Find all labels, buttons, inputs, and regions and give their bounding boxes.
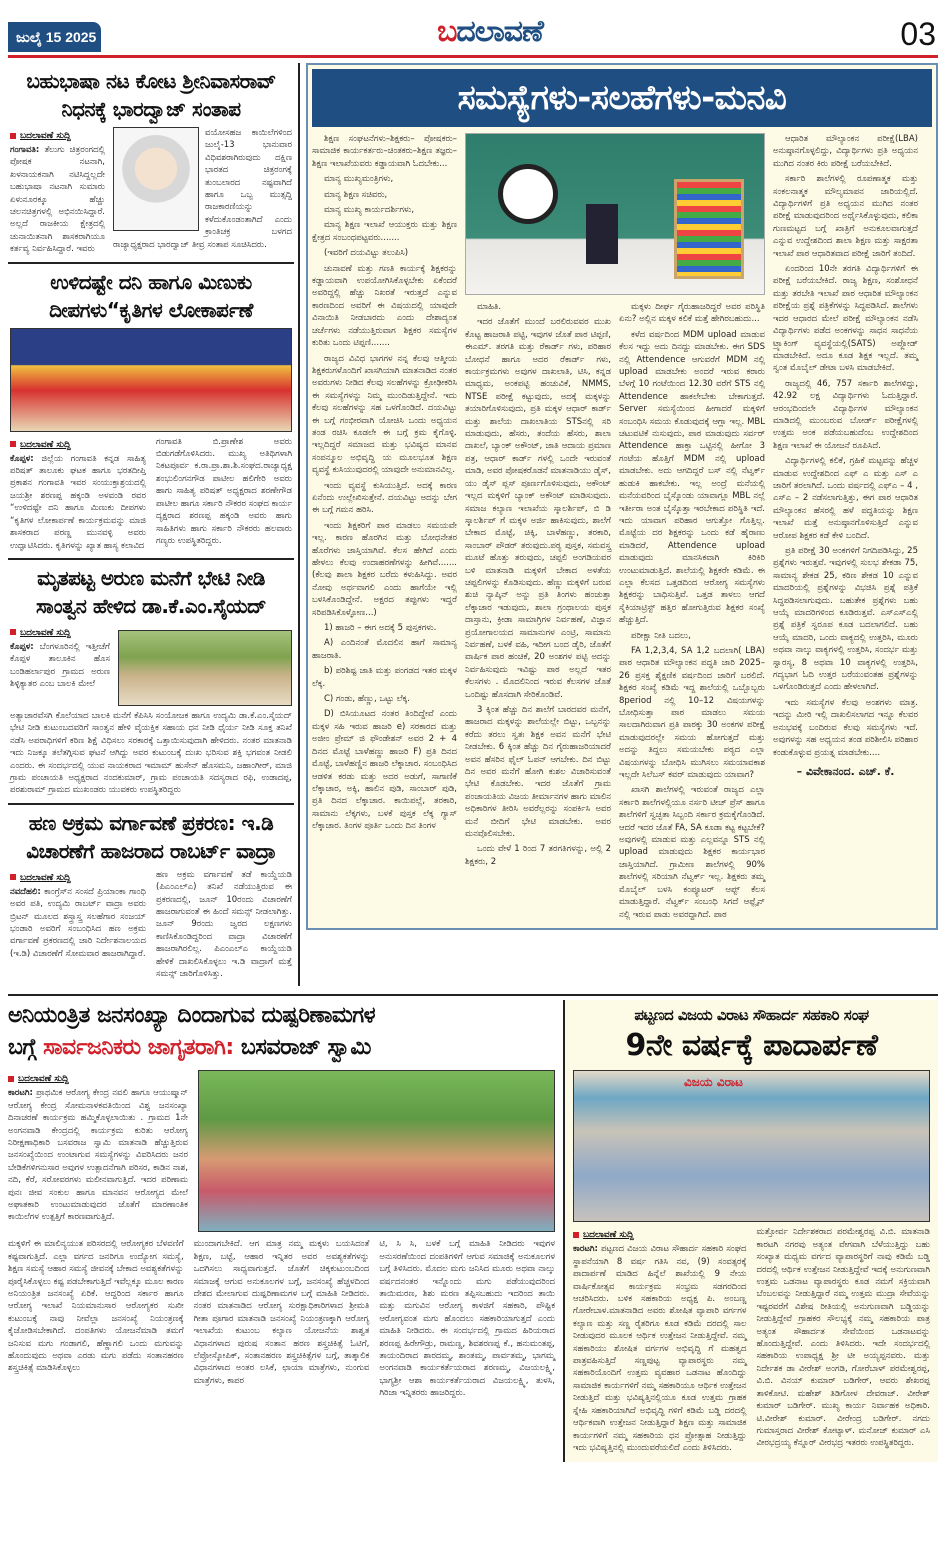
story-book-release (8, 264, 294, 560)
abacus-icon (674, 179, 744, 279)
feature-paragraph: ಪರೀಕ್ಷಾ ನೀತಿ ಬದಲು, (631, 630, 691, 641)
byline-text: ಬದಲಾವಣೆ ಸುದ್ದಿ (20, 131, 71, 141)
article-text: ಪ್ರಾಥಮಿಕ ಆರೋಗ್ಯ ಕೇಂದ್ರ ನವಲಿ ಹಾಗೂ ಆಯುಷ್ಮಾನ್ ಆರೋಗ್ಯ ಕೇಂದ್ರ ಸೋಮನಾಳಕವತಿಯಿಂದ ವಿಶ್ವ ಜನಸಂಖ್ಯಾ ದಿನಾಚರಣೆ ಕಾರ್ಯಕ್ರಮ ಹಮ್ಮಿಕೊಳ್ಳಲಾಯಿತು . ಗ್ರಾಮದ 1ನೇ ಅಂಗನವಾಡಿ ಕೇಂದ್ರದಲ್ಲಿ ಕಾರ್ಯಕ್ರಮ ಕುರಿತು ಆರೋಗ್ಯ ನಿರೀಕ್ಷಣಾಧಿಕಾರಿ ಬಸವರಾಜ ಸ್ವಾಮಿ ಮಾತನಾಡಿ ಹೆಚ್ಚುತ್ತಿರುವ ಜನಸಂಖ್ಯೆಯಿಂದ ಉಂಟಾಗುವ ಸಮಸ್ಯೆಗಳನ್ನು ವಿವರಿಸಿದರು ಜನರ ಬೇಡಿಕೆಗಳಿಗನುಸಾರ ಅವುಗಳ ಉತ್ಪಾದನೆಗಾಗಿ ಪರಿಸರ, ಕಾಡಿನ ನಾಶ, ನದಿ, ಕೆರೆ, ಸರೋವರಗಳು ಮಲೀನವಾಗುತ್ತಿದೆ. ಇದರ ಪರಿಣಾಮ ಪುನಃ ಜೀವ ಸಂಕುಲ ಹಾಗೂ ಮಾನವನ ಆರೋಗ್ಯದ ಮೇಲೆ ಅಘಾತಕಾರಿ ಉಂಟುಮಾಡುವುದರ ಜೊತೆಗೆ ಮಾರಣಾಂತಿಕ ಕಾಯಿಲೆಗಳ ಉತ್ಪತ್ತಿಗೆ ಕಾರಣವಾಗುತ್ತಿದೆ. (8, 1088, 189, 1223)
story-vadra-ed (8, 805, 294, 987)
feature-paragraph: ಮಾನ್ಯ ಮುಖ್ಯಮಂತ್ರಿಗಳು, (324, 174, 394, 185)
feature-paragraph: b) ಪರಿಶಿಷ್ಟ ಜಾತಿ ಮತ್ತು ಪಂಗಡದ ಇತರ ಮಕ್ಕಳ ಲೆಕ್ಕ. (312, 666, 457, 689)
dateline: ಕೊಪ್ಪಳ: (10, 641, 34, 652)
feature-paragraph: ಮಾನ್ಯ ಶಿಕ್ಷಣ ಇಲಾಖೆ ಆಯುಕ್ತರು ಮತ್ತು ಶಿಕ್ಷಣ ಕ್ಷೇತ್ರದ ಸಂಬಂಧಪಟ್ಟವರು....... (312, 220, 457, 243)
headline-line-2: ಸಾಂತ್ವನ ಹೇಳಿದ ಡಾ.ಕೆ.ಎಂ.ಸೈಯದ್ (36, 593, 266, 618)
feature-paragraph: ಮಾನ್ಯ ಮುಖ್ಯ ಕಾರ್ಯದರ್ಶಿಗಳು, (324, 205, 415, 216)
feature-paragraph: ಸರ್ಕಾರಿ ಶಾಲೆಗಳಲ್ಲಿ ರೂಪಣಾತ್ಮಕ ಮತ್ತು ಸಂಕಲನಾತ್ಮಕ ಮೌಲ್ಯಮಾಪನ ಜಾರಿಯಲ್ಲಿದೆ. ವಿದ್ಯಾರ್ಥಿಗಳಿಗೆ ಪ್ರತಿ ಅಧ್ಯಯನ ಮುಗಿದ ನಂತರ ಪರೀಕ್ಷೆ ಮಾಡುವುದರಿಂದ ಅರ್ಥೈಸಿಕೊಳ್ಳುವುದು, ಕಲಿಕಾ ಗುಣಮಟ್ಟದ ಬಗ್ಗೆ ಖಾತ್ರಿಗೆ ಅನುಕೂಲವಾಗುತ್ತದೆ ಎನ್ನುವ ಉದ್ದೇಶದಿಂದ ಶಾಲಾ ಶಿಕ್ಷಣ ಮತ್ತು ಸಾಕ್ಷರತಾ ಇಲಾಖೆ ಪಾಠ ಆಧಾರಿತವಾದ ಪರೀಕ್ಷೆ ಜಾರಿಗೆ ತಂದಿದೆ. (773, 174, 918, 259)
headline (10, 268, 292, 324)
feature-paragraph: ರಾಜ್ಯದಲ್ಲಿ 46, 757 ಸರ್ಕಾರಿ ಶಾಲೆಗಳಿದ್ದು, 42.92 ಲಕ್ಷ ವಿದ್ಯಾರ್ಥಿಗಳು ಓದುತ್ತಿದ್ದಾರೆ. ಆರಂಭದಿಂದಲೇ ವಿದ್ಯಾರ್ಥಿಗಳ ಮೌಲ್ಯಾಂಕನ ಮಾಡಿದಲ್ಲಿ ಮುಂಬರುವ ಬೋರ್ಡ್ ಪರೀಕ್ಷೆಗಳಲ್ಲಿ ಉತ್ತಮ ಅಂಕ ಪಡೆಯಬಹುದೆಂಬ ಉದ್ದೇಶದಿಂದ ಶಿಕ್ಷಣ ಇಲಾಖೆ ಈ ಯೋಜನೆ ರೂಪಿಸಿದೆ. (773, 378, 918, 451)
feature-paragraph: ಏಂದರಿಂದ 10ನೇ ತರಗತಿ ವಿದ್ಯಾರ್ಥಿಗಳಿಗೆ ಈ ಪರೀಕ್ಷೆ ಬರೆಯಬೇಕಿದೆ. ರಾಜ್ಯ ಶಿಕ್ಷಣ, ಸಂಶೋಧನೆ ಮತ್ತು ತರಬೇತಿ ಇಲಾಖೆ ಪಾಠ ಆಧಾರಿತ ಮೌಲ್ಯಾಂಕನ ಪರೀಕ್ಷೆಯ ಪ್ರಶ್ನೆ ಪತ್ರಿಕೆಗಳನ್ನು ಸಿದ್ಧಪಡಿಸಿದೆ. ಶಾಲೆಗಳು ಇದರ ಆಧಾರದ ಮೇಲೆ ಪರೀಕ್ಷೆ ಮೌಲ್ಯಾಂಕನ ನಡೆಸಿ ವಿದ್ಯಾರ್ಥಿಗಳು ಪಡೆದ ಅಂಕಗಳನ್ನು ಸಾಧನ ಸಾಧನೆಯ ಟ್ರ್ಯಾಕಿಂಗ್ ವ್ಯವಸ್ಥೆಯಲ್ಲಿ(SATS) ಅಪ್ಲೋಡ್ ಮಾಡಬೇಕಿದೆ. ಅದೂ ಕೂಡ ಶಿಕ್ಷಕ ಇಲ್ಲದೆ. ತಮ್ಮ ಸ್ವಂತ ಮೊಬೈಲ್ ಡೇಟಾ ಬಳಸಿ ಮಾಡಬೇಕಿದೆ. (773, 264, 918, 374)
headline-highlight: ಸಾರ್ವಜನಿಕರು ಜಾಗೃತರಾಗಿ: (43, 1035, 234, 1061)
newspaper-name-rest: ದಲಾವಣೆ (456, 14, 543, 49)
headline (565, 1000, 938, 1066)
bullet-square-icon (573, 1232, 579, 1238)
article-text: ಜಿಲ್ಲೆಯ ಗಂಗಾವತಿ ಕನ್ನಡ ಸಾಹಿತ್ಯ ಪರಿಷತ್ ತಾಲೂಕು ಘಟಕ ಹಾಗೂ ಭರತದೀಪ್ತಿ ಪ್ರಕಾಶನ ಗಂಗಾವತಿ ಇವರ ಸಂಯುಕ್ತಾಶ್ರಯದಲ್ಲಿ ಜಯಶ್ರೀ ಶರಣಪ್ಪ ಹಕ್ಕಂಡಿ ಅಳವಂಡಿ ರವರ “ಉಳಿದಷ್ಟೇ ದನಿ ಹಾಗೂ ಮಿಣುಕು ದೀಪಗಳು “ಕೃತಿಗಳ ಲೋಕಾರ್ಪಣೆ ಕಾರ್ಯಕ್ರಮವನ್ನು ಮಾಜಿ ಶಾಸಕರಾದ ಪರಣ್ಣ ಮುನವಳ್ಳಿ ಅವರು ಉದ್ಘಾಟಿಸಿದರು. ಕೃತಿಗಳನ್ನು ಖ್ಯಾತ ಹಾಸ್ಯ ಕಲಾವಿದ (10, 453, 146, 551)
newspaper-name (380, 14, 600, 49)
feature-paragraph: ಶಿಕ್ಷಣ ಸಂಘಟನೆಗಳು–ಶಿಕ್ಷಕರು– ಪೋಷಕರು–ಸಾಮಾಜಿಕ ಕಾರ್ಯಕರ್ತರು–ಚಿಂತಕರು–ಶಿಕ್ಷಣ ತಜ್ಞರು–ಶಿಕ್ಷಣ ಇಲಾಖೆಯವರು ಕಡ್ಡಾಯವಾಗಿ ಓದಬೇಕು... (312, 134, 457, 169)
feature-paragraph: 3 ಕ್ಕಿಂತ ಹೆಚ್ಚು ದಿನ ಶಾಲೆಗೆ ಬಾರದವರ ಮನೆಗೆ, ಹಾಜರಾದ ಮಕ್ಕಳನ್ನು ಶಾಲೆಯಲ್ಲೇ ಬಿಟ್ಟು, ಒಬ್ಬನನ್ನು ಕರೆದು ತರಲು ಸ್ವತಃ ಶಿಕ್ಷಕ ಅವನ ಮನೆಗೆ ಭೇಟಿ ನೀಡಬೇಕು. 6 ಕ್ಕಿಂತ ಹೆಚ್ಚು ದಿನ ಗೈರುಹಾಜರಿಯಾದರೆ ಅವನ ಹೆಸರಿನ ಫೈಲ್ ಓಪನ್ ಆಗಬೇಕು. ದಿನ ಬಿಟ್ಟು ದಿನ ಅವರ ಮನೆಗೆ ಹೋಗಿ ಕುಶಲ ವಿಚಾರಿಸುವಂತೆ ಭೇಟಿ ಕೊಡಬೇಕು. ಇದರ ಜೊತೆಗೆ ಗ್ರಾಮ ಪಂಚಾಯತಿಯ ವಿಜಯ ತೀರ್ಮಾನಗಳ ಹಾಗು ಮಾಲಿನ ಅಧಿಕಾರಿಗಳ ತೀರಿಸಿ ಅವರೆಲ್ಲರನ್ನು ಸಂಪರ್ಕಿಸಿ ಅವರ ಮನೆ ಬೀದಿಗೆ ಭೇಟಿ ಮಾಡಬೇಕು. ಅವರ ಮನವೊಲಿಸಬೇಕು. (465, 705, 611, 840)
feature-paragraph: ಇಂದು ವ್ಯವಸ್ಥೆ ಕುಸಿಯುತ್ತಿದೆ. ಅದಕ್ಕೆ ಕಾರಣ ಏನೆಂದು ಉಲ್ಲೇಖಿಸುತ್ತೇನೆ. ದಯವಿಟ್ಟು ಅದನ್ನು ಬೇಗ ಈ ಬಗ್ಗೆ ಗಮನ ಹರಿಸಿ. (312, 480, 457, 516)
feature-paragraph: ಮಕ್ಕಳು ದೀರ್ಘ ಗೈರುಹಾಜರಿದ್ದರೆ ಅವರ ಪರಿಸ್ಥಿತಿ ಏನು? ಅಲ್ಲಿನ ಮಕ್ಕಳ ಕಲಿಕೆ ಮತ್ತೆ ಹೇಗಿರಬಹುದು... (619, 302, 765, 325)
headline (10, 809, 292, 865)
banner-text: ವಿಜಯ ವಿರಾಟ (684, 1075, 743, 1090)
bullet-square-icon (10, 133, 16, 139)
headline-line-1: ಪಟ್ಟಣದ ವಿಜಯ ವಿರಾಟ ಸೌಹಾರ್ದ ಸಹಕಾರಿ ಸಂಘ (634, 1006, 869, 1025)
cooperative-group-photo (573, 1070, 930, 1222)
article-text: ಕಾಂಗ್ರೆಸ್‌ನ ಸಂಸದೆ ಪ್ರಿಯಾಂಕಾ ಗಾಂಧಿ ಅವರ ಪತಿ, ಉದ್ಯಮಿ ರಾಬರ್ಟ್ ವಾದ್ರಾ ಅವರು ಬ್ರಿಟನ್ ಮೂಲದ ಶಸ್ತ್ರಾಸ್ತ್ರ ಸಲಹೆಗಾರ ಸಂಜಯ್ ಭಂಡಾರಿ ಅವರಿಗೆ ಸಂಬಂಧಿಸಿದ ಹಣ ಅಕ್ರಮ ವರ್ಗಾವಣೆ ಪ್ರಕರಣದಲ್ಲಿ ಜಾರಿ ನಿರ್ದೇಶನಾಲಯದ (ಇ.ಡಿ) ವಿಚಾರಣೆಗೆ ಸೋಮವಾರ ಹಾಜರಾಗಿದ್ದಾರೆ. (10, 886, 147, 959)
byline-text: ಬದಲಾವಣೆ ಸುದ್ದಿ (20, 872, 71, 883)
headline (10, 67, 292, 123)
bullet-square-icon (8, 1076, 14, 1082)
bullet-square-icon (10, 441, 16, 447)
portrait-photo (113, 127, 199, 231)
story-cooperative-anniversary (563, 1000, 938, 1462)
byline (8, 1074, 188, 1084)
feature-paragraph: ರಾಜ್ಯದ ವಿವಿಧ ಭಾಗಗಳ ನನ್ನ ಕೆಲವು ಆತ್ಮೀಯ ಶಿಕ್ಷಕರುಗಳೊಂದಿಗೆ ಖಾಸಗಿಯಾಗಿ ಮಾತನಾಡಿದ ನಂತರ ಅವರುಗಳು ನೀಡಿದ ಕೆಲವು ಸಲಹೆಗಳನ್ನು ಕ್ರೋಢೀಕರಿಸಿ ಈ ಸಮಸ್ಯೆಗಳನ್ನು ನಿಮ್ಮ ಮುಂದಿಡುತ್ತಿದ್ದೇನೆ. ಇದು ಕೆಲವು ಸಲಹೆಗಳನ್ನು ಸಹ ಒಳಗೊಂಡಿದೆ. ದಯವಿಟ್ಟು ಈ ಬಗ್ಗೆ ಗಂಭೀರವಾಗಿ ಯೋಚಿಸಿ ಒಂದು ಅಧ್ಯಯನ ತಂಡ ರಚಿಸಿ ಕೂಡಲೇ ಈ ಬಗ್ಗೆ ಕ್ರಮ ಕೈಗೊಳ್ಳಿ. ಇಲ್ಲದಿದ್ದರೆ ಸಮಾಜದ ಮತ್ತು ಭವಿಷ್ಯದ ಮಾನವ ಸಂಪನ್ಮೂಲ ಅಭಿವೃದ್ಧಿ ಯ ಮೂಲಭೂತ ಶಿಕ್ಷಣ ವ್ಯವಸ್ಥೆ ಕುಸಿಯುವುದರಲ್ಲಿ ಯಾವುದೇ ಅನುಮಾನವಿಲ್ಲ. (312, 353, 457, 476)
feature-column-3 (619, 301, 765, 924)
feature-paragraph: C) ಗಂಡು, ಹೆಣ್ಣು, ಒಟ್ಟು ಲೆಕ್ಕ. (324, 694, 410, 705)
headline-line-2: 9ನೇ ವರ್ಷಕ್ಕೆ ಪಾದಾರ್ಪಣೆ (625, 1028, 878, 1064)
masthead (8, 0, 938, 60)
story-aruna-visit (8, 560, 294, 805)
headline-line-1: ಹಣ ಅಕ್ರಮ ವರ್ಗಾವಣೆ ಪ್ರಕರಣ: ಇ.ಡಿ (28, 810, 274, 835)
byline-text: ಬದಲಾವಣೆ ಸುದ್ದಿ (18, 1074, 69, 1085)
left-column (8, 63, 300, 986)
headline-line-1: ಅನಿಯಂತ್ರಿತ ಜನಸಂಖ್ಯಾ ದಿಂದಾಗುವ ದುಷ್ಪರಿಣಾಮಗಳ (8, 1003, 376, 1029)
page-number: 03 (900, 16, 936, 52)
byline-text: ಬದಲಾವಣೆ ಸುದ್ದಿ (20, 627, 71, 638)
headline-line-2: ವಿಚಾರಣೆಗೆ ಹಾಜರಾದ ರಾಬರ್ಟ್ ವಾದ್ರಾ (26, 838, 276, 863)
feature-column-2 (465, 301, 611, 924)
article-text: ತೆಲುಗು ಚಿತ್ರರಂಗದಲ್ಲಿ ಪೋಷಕ ನಟನಾಗಿ, ಖಳನಾಯಕನಾಗಿ ನಟಿಸಿದ್ದಲ್ಲದೇ ಬಹುಭಾಷಾ ನಟನಾಗಿ ಸುಮಾರು ಏಳುನೂರಕ್ಕೂ ಹೆಚ್ಚು ಚಲನಚಿತ್ರಗಳಲ್ಲಿ ಅಭಿನಯಿಸಿದ್ದಾರೆ. ಅಲ್ಲದೆ ರಾಜಕೀಯ ಕ್ಷೇತ್ರದಲ್ಲಿ ಚುನಾಯಿತನಾಗಿ ಶಾಸಕರಾಗಿಯೂ ಕರ್ತವ್ಯ ನಿರ್ವಹಿಸಿದ್ದಾರೆ. ಇವರು (10, 145, 106, 255)
feature-paragraph: ಮಾಹಿತಿ. (477, 302, 502, 312)
dateline: ನವದೆಹಲಿ: (10, 886, 41, 897)
dateline: ಗಂಗಾವತಿ: (10, 145, 40, 155)
article-text: ಮುಂದಾಗಬೇಕಿದೆ. ಆಗ ಮಾತ್ರ ನಮ್ಮ ಮಕ್ಕಳು ಬಯಸಿದಂತೆ ಶಿಕ್ಷಣ, ಬಟ್ಟೆ, ಆಹಾರ ಇನ್ನಿತರ ಅವರ ಅವಶ್ಯಕತೆಗಳನ್ನು ಒದಗಿಸಲು ಸಾಧ್ಯವಾಗುತ್ತದೆ. ಜೊತೆಗೆ ಚಿಕ್ಕಕುಟುಂಬದಿಂದ ಸಮಾಜಕ್ಕೆ ಆಗುವ ಅನುಕೂಲಗಳ ಬಗ್ಗೆ, ಜನಸಂಖ್ಯೆ ಹೆಚ್ಚಳದಿಂದ ದೇಶದ ಮೇಲಾಗುವ ದುಷ್ಪರಿಣಾಮಗಳ ಬಗ್ಗೆ ಮಾಹಿತಿ ನೀಡಿದರು. ನಂತರ ಮಾತನಾಡಿದ ಆರೋಗ್ಯ ಸುರಕ್ಷಾಧಿಕಾರಿಗಳಾದ ಶ್ರೀಮತಿ ಗೀತಾ ಪೂಗಾರ ಮಾತನಾಡಿ ಜನಸಂಖ್ಯೆ ನಿಯಂತ್ರಣಕ್ಕಾಗಿ ಆರೋಗ್ಯ ಇಲಾಖೆಯ ಕುಟುಂಬ ಕಲ್ಯಾಣ ಯೋಜನೆಯ ಶಾಶ್ವತ ವಿಧಾನಗಳಾದ ಪುರುಷ ಸಂತಾನ ಹರಣ ಶಸ್ತ್ರಚಿಕಿತ್ಸೆ ಓಟಿಗೆ, ಲೆಪ್ರೋಸ್ಕೋಪಿಕ್, ಸಂತಾನಹರಣ ಶಸ್ತ್ರಚಿಕಿತ್ಸೆಗಳ ಬಗ್ಗೆ, ತಾತ್ಕಾಲಿಕ ವಿಧಾನಗಳಾದ ಅಂತರ ಲಸಿಕೆ, ಛಾಯಾ ಮಾತ್ರೆಗಳು, ನುಂಗುವ ಮಾತ್ರೆಗಳು, ಕಾಪರ (193, 1239, 370, 1386)
dateline: ಕಾರಟಗಿ: (8, 1088, 33, 1099)
feature-paragraph: ಕಳೆದ ವರ್ಷದಿಂದ MDM upload ಮಾಡುವ ಕೆಲಸ ಇದ್ದು ಅದು ದಿನದ್ದು ಮಾಡಬೇಕು. ಈಗ SDS ನಲ್ಲಿ Attendence ಆಗುವರೆಗೆ MDM ನಲ್ಲಿ upload ಮಾಡಬೇಕು ಅಂದರೆ ಇರುವ ಕರಾರು ಬೆಳಗ್ಗೆ 10 ಗಂಟೆಯಿಂದ 12.30 ವರೆಗೆ STS ನಲ್ಲಿ Attendence ಹಾಕಲೇಬೇಕು ಬೇಕಾಗುತ್ತದೆ. Server ಸಮಸ್ಯೆಯಿಂದ ಹೀಗಾದರೆ ಮಕ್ಕಳಿಗೆ ಸಂಬಂಧಿಸಿ ಸಮಯ ಕೊಡುವುದಕ್ಕೆ ಆಗ್ಲಾ ಇಲ್ಲ. MBL ಚಟುವಟಿಕೆ ನುಸುವುದು, ಪಾಠ ಮಾಡುವುದು ಸರ್ವರ್ Attendence ಹಾಕ್ತಾ ಒಟ್ಟಿನಲ್ಲಿ ಹೀಗೋ 3 ಗಂಟೆಯ ಹೊತ್ತಿಗೆ MDM ನಲ್ಲಿ upload ಮಾಡಬೇಕು. ಅದು ಆಗದಿದ್ದರೆ ಬಸ್ ನಲ್ಲಿ ನೆಟ್ವರ್ಕ್ ಹುಡುಕಿ ಹಾಕಬೇಕು. ಇಲ್ಲ ಅಂದ್ರೆ ಮನೆಯಲ್ಲಿ ಮನೆಯವರಿಂದ ಬೈಸ್ಕೊಂಡು ಯಾವಾಗ್ಲೂ MBL ನಲ್ಲೆ ಇರ್ತೀರಾ ಅಂತ ಬೈಸ್ಕೊತ್ತಾ ಇರಬೇಕಾದ ಪರಿಸ್ಥಿತಿ ಇದೆ. ಇದು ಯಾವಾಗ ಪರಿಹಾರ ಆಗುತ್ತೋ ಗೊತ್ತಿಲ್ಲ. ಮೊಟ್ಟೆಯ ದರ ಶಿಕ್ಷಕರನ್ನು ಒಂದು ಕಡೆ ಹೈರಾಣು ಮಾಡಿದರೆ, Attendence upload ಮಾಡುವುದು ಮಾನಸಿಕವಾಗಿ ಕಿರಿಕಿರಿ ಉಂಟುಮಾಡುತ್ತಿದೆ. ಶಾಲೆಯಲ್ಲಿ ಶಿಕ್ಷಕರೇ ಕಡಿಮೆ. ಈ ಎಲ್ಲಾ ಕೆಲಸದ ಒತ್ತಡದಿಂದ ಆರೋಗ್ಯ ಸಮಸ್ಯೆಗಳು ಶಿಕ್ಷಕರನ್ನು ಬಾಧಿಸುತ್ತಿವೆ. ಒತ್ತಡ ತಾಳಲು ಆಗದೆ ಸೈಕಿಯಾಟ್ರಿಸ್ಟ್ ಹತ್ತಿರ ಹೋಗುತ್ತಿರುವ ಶಿಕ್ಷಕರ ಸಂಖ್ಯೆ ಹೆಚ್ಚುತ್ತಿದೆ. (619, 329, 765, 626)
feature-paragraph: ಪ್ರತಿ ಪರೀಕ್ಷೆ 30 ಅಂಕಗಳಿಗೆ ನಿಗದಿಪಡಿಸಿದ್ದು, 25 ಪ್ರಶ್ನೆಗಳು ಇರುತ್ತವೆ. ಇವುಗಳಲ್ಲಿ ಸುಲಭ ಶೇಕಡಾ 75, ಸಾಮಾನ್ಯ ಶೇಕಡ 25, ಕಠಿಣ ಶೇಕಡ 10 ಎನ್ನುವ ಮಾದರಿಯಲ್ಲಿ ಪ್ರಶ್ನೆಗಳನ್ನು ವಿಭಜಿಸಿ ಪ್ರಶ್ನೆ ಪತ್ರಿಕೆ ಸಿದ್ಧಪಡಿಸಲಾಗುವುದು. ಬಹುತೇಕ ಪ್ರಶ್ನೆಗಳು ಬಹು ಆಯ್ಕೆ ಮಾದರಿಗಳಿಂದ ಕೂಡಿರುತ್ತವೆ. ಎಸ್‌ಎಸ್‌ಎಲ್ಲಿ ಪ್ರಶ್ನೆ ಪತ್ರಿಕೆ ಸ್ವರೂಪ ಕೂಡ ಬದಲಾಗಲಿದೆ. ಬಹು ಆಯ್ಕೆ ಮಾದರಿ, ಒಂದು ವಾಕ್ಯದಲ್ಲಿ ಉತ್ತರಿಸಿ, ಮೂರು ಅಥವಾ ನಾಲ್ಕು ವಾಕ್ಯಗಳಲ್ಲಿ ಉತ್ತರಿಸಿ, ಸಂದರ್ಭ ಮತ್ತು ಸ್ವಾರಸ್ಯ, 8 ಅಥವಾ 10 ವಾಕ್ಯಗಳಲ್ಲಿ ಉತ್ತರಿಸಿ, ಗದ್ಯಭಾಗ ಓದಿ ಉತ್ತರ ಬರೆಯುವಂತಹ ಪ್ರಶ್ನೆಗಳನ್ನು ಒಳಗೊಂಡಿರುತ್ತದೆ ಎಂದು ಹೇಳಲಾಗಿದೆ. (773, 546, 918, 693)
byline (10, 440, 146, 450)
story-kota-srinivasarao (8, 63, 294, 264)
author-signature: – ವಿವೇಕಾನಂದ. ಎಚ್. ಕೆ. (796, 764, 895, 778)
feature-paragraph: A) ಎಂದಿನಂತೆ ಮೊದಲಿನ ಹಾಗೆ ಸಾಮಾನ್ಯ ಹಾಜರಾತಿ. (312, 638, 457, 661)
alarm-clock-icon (498, 164, 558, 224)
bullet-square-icon (10, 874, 16, 880)
top-section (8, 63, 938, 986)
village-visit-photo (118, 630, 292, 706)
headline-line-2: ದೀಪಗಳು“ಕೃತಿಗಳ ಲೋಕಾರ್ಪಣೆ (49, 297, 253, 322)
feature-paragraph: ಇಂದು ಶಿಕ್ಷಕರಿಗೆ ಪಾಠ ಮಾಡಲು ಸಮಯವೇ ಇಲ್ಲ. ಕಾರಣ ಹೊರಗಿನ ಮತ್ತು ಬೋಧನೇತರ ಹೊರೆಗಳು ಜಾಸ್ತಿಯಾಗಿವೆ. ಕೆಲಸ ಹೇಗಿದೆ ಎಂದು ಹೇಳಲು ಕೆಲವು ಉದಾಹರಣೆಗಳನ್ನು ಹೀಗಿವೆ....... (ಕೆಲವು ಶಾಲಾ ಶಿಕ್ಷಕರ ಬರೆದು ಕಳುಹಿಸಿದ್ದು. ಅವರ ನೋವು ಅರ್ಥವಾಗಲಿ ಎಂದು ಹಾಗೆಯೇ ಇಲ್ಲಿ ಬಳಸಿಕೊಂಡಿದ್ದೇನೆ. ಅಕ್ಷರದ ತಪ್ಪುಗಳು ಇದ್ದರೆ ಸರಿಪಡಿಸಿಕೊಳ್ಳೋಣ...) (312, 520, 457, 618)
masthead-divider (8, 55, 938, 58)
feature-paragraph: ಆಧಾರಿತ ಮೌಲ್ಯಾಂಕನ ಪರೀಕ್ಷೆ(LBA) ಅನುಷ್ಠಾನಗೊಳ್ಳಲಿದ್ದು, ವಿದ್ಯಾರ್ಥಿಗಳು ಪ್ರತಿ ಅಧ್ಯಯನ ಮುಗಿದ ನಂತರ ಕಿರು ಪರೀಕ್ಷೆ ಬರೆಯಬೇಕಿದೆ. (773, 134, 918, 169)
article-text: ಅತ್ಯಾಚಾರವೆಸಗಿ ಕೊಲೆಯಾದ ಬಾಲಕಿ ಮನೆಗೆ ಕೆಪಿಸಿಸಿ ಸಂಯೋಜಕ ಹಾಗೂ ಉದ್ಯಮಿ ಡಾ.ಕೆ.ಎಂ.ಸೈಯದ್ ಭೇಟಿ ನೀಡಿ ಕುಟುಂಬದವರಿಗೆ ಸಾಂತ್ವನ ಹೇಳಿ ವೈಯಕ್ತಿಕ ಸಹಾಯ ಧನ ನೀಡಿ ಧೈರ್ಯ ನೀಡಿ ಸೂಕ್ತ ತನಿಖೆ ನಡೆಸಿ ಅಪರಾಧಿಗಳಿಗೆ ಕಠಿಣ ಶಿಕ್ಷೆ ವಿಧಿಸಲು ಸರಕಾರಕ್ಕೆ ಒತ್ತಾಯಿಸುವುದಾಗಿ ಹೇಳಿದರು. ನಂತರ ಮಾತನಾಡಿ ಇದು ನಿಜಕ್ಕೂ ತಲೆತಗ್ಗಿಸುವ ಘಟನೆ ಆಗಿದ್ದು ಅವರ ಕುಟುಂಬಕ್ಕೆ ದುಃಖ ಭರಿಸುವ ಶಕ್ತಿ ಭಗವಂತ ನೀಡಲಿ ಎಂದರು. ಈ ಸಂದರ್ಭದಲ್ಲಿ ಯುವ ನಾಯಕರಾದ ಇಮಾಮ್ ಹುಸೇನ್ ಹೊಸಮನಿ, ಜಹಾಂಗೀರ್, ಮಾಜಿ ಗ್ರಾಮ ಪಂಚಾಯತಿ ಅಧ್ಯಕ್ಷರಾದ ನಂದಕುಮಾರ್, ಗ್ರಾಮ ಪಂಚಾಯತಿ ಸದಸ್ಯರಾದ ರಫಿ, ಉಡಾದಪ್ಪ, ಪರಶುರಾಮ್ ಗ್ರಾಮದ ಮುಖಂಡರು ಯುವಕರು ಉಪಸ್ಥಿತರಿದ್ದರು (10, 710, 292, 796)
article-text: ಪಟ್ಟಣದ ವಿಜಯ ವಿರಾಟ ಸೌಹಾರ್ದ ಸಹಕಾರಿ ಸಂಘದ ಸ್ಥಾಪನೆಯಾಗಿ 8 ವರ್ಷ ಗತಿಸಿ ನವ, (9) ಸಂವತ್ಸರಕ್ಕೆ ಪಾದಾರ್ಪಣೆ ಮಾಡಿದ ಹಿನ್ನೆಲೆ ಶಾಖೆಯಲ್ಲಿ 9 ನೇಯ ವಾರ್ಷಿಕೋತ್ಸವ ಕಾರ್ಯಕ್ರಮ ಸಂಭ್ರಮ ಸಡಗರದಿಂದ ಆಚರಿಸಿದರು. ಬಳಿಕ ಸಹಕಾರಿಯ ಅಧ್ಯಕ್ಷ ಪಿ. ಅಂಬಣ್ಣ ಗೋರೇಬಾಳ.ಮಾತನಾಡಿದ ಅವರು ಶೋಷಿತ ವ್ಯಾಪಾರಿ ವರ್ಗಗಳ ಕಲ್ಯಾಣ ಮತ್ತು ಸಣ್ಣ ರೈತರಿಗೂ ಕೂಡ ಕಡಿಮೆ ದರದಲ್ಲಿ ಸಾಲ ನೀಡುವುದರ ಮೂಲಕ ಆರ್ಥಿಕ ಉತ್ತೇಜನ ನೀಡುತ್ತಿದ್ದೇವೆ. ನಮ್ಮ ಸಹಕಾರಿಯು ಶೋಷಿತ ವರ್ಗಗಳ ಅಭಿವೃದ್ಧಿ ಗೆ ಮಹತ್ವದ ಪಾತ್ರವಹಿಸುತ್ತಿದೆ ಸಣ್ಣಪುಟ್ಟ ವ್ಯಾಪಾರಸ್ಥರು ನಮ್ಮ ಸಹಕಾರಿಯೊಂದಿಗೆ ಉತ್ತಮ ವ್ಯವಹಾರ ಒಡನಾಟ ಹೊಂದಿದ್ದು ಸಾಮಾಜಿಕ ಕಾರ್ಯಗಳಿಗೆ ನಮ್ಮ ಸಹಕಾರಿಯೂ ಆರ್ಥಿಕ ಉತ್ತೇಜನ ನೀಡುತ್ತಿದೆ ಮತ್ತು ಭವಿಷ್ಯತ್ತಿನಲ್ಲಿಯೂ ಕೂಡ ಉತ್ತಮ ಗ್ರಾಹಕ ಸ್ನೇಹಿ ಸಹಕಾರಿಯಾಗಿದೆ ಅಭಿವೃದ್ಧಿ ಗಳಿಗೆ ಕಡಿಮೆ ಬಡ್ಡಿ ದರದಲ್ಲಿ ಆರ್ಥಿಕವಾಗಿ ಉತ್ತೇಜನ ನೀಡುತ್ತಿದ್ದಾರೆ ಶಿಕ್ಷಣ ಮತ್ತು ಸಾಮಾಜಿಕ ಕಾರ್ಯಗಳಿಗೆ ನಮ್ಮ ಸಹಕಾರಿಯ ಧನ ಪ್ರೋತ್ಸಾಹ ನೀಡುತ್ತಿದ್ದು ಇದು ಭವಿಷ್ಯತ್ತಿನಲ್ಲಿ ಮುಂದುವರೆಯಲಿದೆ ಎಂದು ತಿಳಿಸಿದರು. (573, 1244, 747, 1453)
feature-paragraph: 1) ಹಾಜರಿ – ಈಗ ಅದಕ್ಕೆ 5 ಪುಸ್ತಕಗಳು. (324, 623, 437, 634)
byline-text: ಬದಲಾವಣೆ ಸುದ್ದಿ (583, 1230, 634, 1241)
headline-line-1: ಉಳಿದಷ್ಟೇ ದನಿ ಹಾಗೂ ಮಿಣುಕು (50, 269, 252, 294)
byline (10, 131, 105, 141)
article-text: ವಯೋಸಹಜ ಕಾಯಿಲೆಗಳಿಂದ ಜುಲೈ-13 ಭಾನುವಾರ ವಿಧಿವಶರಾಗಿರುವುದು ದಕ್ಷಿಣ ಭಾರತದ ಚಿತ್ರರಂಗಕ್ಕೆ ತುಂಬಲಾರದ ನಷ್ಟವಾಗಿದೆ ಹಾಗೂ ಒಬ್ಬ ಮುತ್ಸದ್ದಿ ರಾಜಕಾರಣಿಯನ್ನು ಕಳೆದುಕೊಂಡಂತಾಗಿದೆ ಎಂದು ಕ್ರಾಂತಿಚಕ್ರ ಬಳಗದ ರಾಜ್ಯಾಧ್ಯಕ್ಷರಾದ ಭಾರದ್ವಾಜ್ ತೀವ್ರ ಸಂತಾಪ ಸೂಚಿಸಿದರು. (113, 128, 292, 250)
headline-line-1: ಮೃತಪಟ್ಟ ಅರುಣ ಮನೆಗೆ ಭೇಟಿ ನೀಡಿ (37, 565, 265, 590)
headline-part: ಬಸವರಾಜ್ ಸ್ವಾಮಿ (233, 1035, 371, 1061)
book-release-photo (10, 328, 292, 432)
feature-paragraph: ಇದರ ಜೊತೆಗೆ ಮುಂದೆ ಬರಲಿರುವವರ ಮುಖ ಕೊಟ್ಟ ಹಾಜರಾತಿ ಪಟ್ಟಿ, ಇವುಗಳ ಜೊತೆ ಪಾಠ ಟಿಪ್ಪಣಿ, ಈಎಮ್. ತರಗತಿ ಮತ್ತು ರೆಕಾರ್ಡ್ ಗಳು, ಪರಿಹಾರ ಬೋಧನೆ ಹಾಗೂ ಅದರ ರೆಕಾರ್ಡ್ ಗಳು, ಕಾರ್ಯಕ್ರಮಗಳು ಅವುಗಳ ದಾಖಲಾತಿ, ಟಿಸಿ, ಕನ್ನಡ ಮಾಧ್ಯಮ, ಅಂಕಪಟ್ಟಿ ಹಂಚುವಿಕೆ, NMMS, NTSE ಪರೀಕ್ಷೆ ಕಟ್ಟುವುದು, ಅದಕ್ಕೆ ಮಕ್ಕಳನ್ನು ತಯಾರಿಗೊಳಿಸುವುದು, ಪ್ರತಿ ಮಕ್ಕಳ ಆಧಾರ್ ಕಾರ್ಡ್ ಮತ್ತು ಶಾಲೆಯ ದಾಖಲಾತಿಯ STSನಲ್ಲಿ ಸರಿ ಮಾಡುವುದು, ಹೆಸರು, ತಂದೆಯ ಹೆಸರು, ಶಾಲಾ ದಾಖಲೆ, ಬ್ಯಾಂಕ್ ಅಕೌಂಟ್, ಜಾತಿ ಆದಾಯ ಪ್ರಮಾಣ ಪತ್ರ, ಆಧಾರ್ ಕಾರ್ಡ್ ಗಳಲ್ಲಿ ಒಂದೇ ಇರುವಂತೆ ಮಾಡಿ, ಅವರ ಪೋಷಕರೊಡನೆ ಮಾತನಾಡಿಯು ಡೈಸ್, ಯು ಡೈಸ್ ಪ್ಲಸ್ ಪೂರ್ಣಗೊಳಿಸುವುದು, ಅಕೌಂಟ್ ಇಲ್ಲದ ಮಕ್ಕಳಿಗೆ ಬ್ಯಾಂಕ್ ಅಕೌಂಟ್ ಮಾಡಿಸುವುದು. ಸಮಾಜ ಕಲ್ಯಾಣ ಇಲಾಖೆಯ ಸ್ಕಾಲರ್ಶಿಪ್, ಬಿ ಡಿ ಸ್ಕಾಲರ್ಶಿಪ್ ಗೆ ಮಕ್ಕಳ ಅರ್ಜಿ ಹಾಕಿಸುವುದು, ಶಾಲೆಗೆ ಬೇಕಾದ ಮೊಟ್ಟೆ, ಚಿಕ್ಕಿ, ಬಾಳೆಹಣ್ಣು, ತರಕಾರಿ, ಸಾಂಬಾರ್ ಪೌಡರ್ ತರುವುದು.ಪಠ್ಯ ಪುಸ್ತಕ, ಸಮವಸ್ತ್ರ ಮೂಟೆ ಹೊತ್ತು ತರುವುದು, ಚಪ್ಪಲಿ ಅಂಗಡಿಯವರ ಬಳಿ ಮಾತನಾಡಿ ಮಕ್ಕಳಿಗೆ ಬೇಕಾದ ಅಳತೆಯ ಚಪ್ಪಲಿಗಳನ್ನು ಕೊಡಿಸುವುದು. ಹೆಣ್ಣು ಮಕ್ಕಳಿಗೆ ಬರುವ ಶುಚಿ ನ್ಯಾಪ್ಕಿನ್ ಅನ್ನು ಪ್ರತಿ ತಿಂಗಳು ಹಂಚುತ್ತಾ ಲೆಕ್ಕಾಚಾರ ಇಡುವುದು, ಶಾಲಾ ಗ್ರಂಥಾಲಯ ಪುಸ್ತಕ ದಾಸ್ತಾನು, ಕ್ರೀಡಾ ಸಾಮಾಗ್ರಿಗಳ ನಿರ್ವಹಣೆ, ವಿಜ್ಞಾನ ಪ್ರಯೋಗಾಲಯದ ಸಾಮಾನುಗಳ ಎಂಟ್ರಿ, ಸಾಮಾನು ನಿರ್ವಹಣೆ, ಬಳಕೆ ವಹಿ, ಇದೀಗ ಬಂದ ಡೈರಿ, ಜೊತೆಗೆ ವಾರ್ಷಿಕ ಪಾಠ ಹಂಚಿಕೆ, 20 ಅಂಶಗಳ ಪಟ್ಟಿ ಅದನ್ನು ನಿರ್ವಹಿಸುವುದು ಇವಿಷ್ಟು ಪಾಠ ಅಲ್ಲದೆ ಇತರ ಕೆಲಸಗಳು . ಮೊದಲಿನಿಂದ ಇರುವ ಕೆಲಸಗಳ ಜೊತೆ ಒಂದಿಷ್ಟು ಹೊಸದಾಗಿ ಸೇರಿಕೊಂಡಿವೆ. (465, 317, 611, 700)
feature-paragraph: ಚುನಾವಣೆ ಮತ್ತು ಗಣತಿ ಕಾರ್ಯಕ್ಕೆ ಶಿಕ್ಷಕರನ್ನು ಕಡ್ಡಾಯವಾಗಿ ಉಪಯೋಗಿಸಿಕೊಳ್ಳಬೇಕು ಏಕೆಂದರೆ ಅವರಿದ್ದಲ್ಲಿ ಹೆಚ್ಚು ನಿಖರತೆ ಇರುತ್ತದೆ ಎನ್ನುವ ಕಾರಣದಿಂದ ಅವರಿಗೆ ಈ ವಿಷಯದಲ್ಲಿ ಯಾವುದೇ ವಿನಾಯಿತಿ ನೀಡಬಾರದು ಎಂದು ದೇಶಾದ್ಯಂತ ಚರ್ಚೆಗಳು ನಡೆಯುತ್ತಿರುವಾಗ ಶಿಕ್ಷಕರ ಸಮಸ್ಯೆಗಳ ಕುರಿತು ಒಂದು ಟಿಪ್ಪಣಿ....... (312, 263, 457, 349)
dateline: ಕಾರಟಗಿ: (573, 1244, 598, 1255)
issue-date: ಜುಲೈ 15 2025 (8, 22, 101, 52)
feature-box-problems-suggestions (306, 63, 938, 930)
newspaper-name-first-letter: ಬ (437, 14, 457, 49)
classroom-illustration (465, 133, 765, 295)
feature-paragraph: D) ಬಿಸಿಯೂಟದ ನಂತರ ತಿಂದಿದ್ದೇವೆ ಎಂದು ಮಕ್ಕಳ ಸಹಿ ಇರುವ ಹಾಜರಿ e) ಸರಕಾರದ ಮತ್ತು ಅಜೀಂ ಪ್ರೇಮ್ ಜಿ ಫೌಂಡೇಶನ್ ಅವರ 2 + 4 ದಿನದ ಮೊಟ್ಟೆ ಬಾಳೆಹಣ್ಣು ಹಾಜರಿ F) ಪ್ರತಿ ದಿನದ ಮೊಟ್ಟೆ, ಬಾಳೆಹಣ್ಣಿನ ಹಾಜರಿ ಲೆಕ್ಕಾಚಾರ. ಸಂಬಂಧಿಸಿದ ಆಡಳಿತ ಕರಡು ಮತ್ತು ಅದರ ಅಡುಗೆ, ಸಾಗಾಣಿಕೆ ಲೆಕ್ಕಾಚಾರ, ಅಕ್ಕಿ, ಹಾಲಿನ ಪುಡಿ, ಸಾಂಬಾರ್ ಪುಡಿ, ಪ್ರತಿ ದಿನದ ಲೆಕ್ಕಾಚಾರ. ಕಾಯಿಪಲ್ಲೆ, ತರಕಾರಿ, ಸಾಮಾನು ಲೆಕ್ಕಗಳು, ಬಳಕೆ ಪುಸ್ತಕ ಲೆಕ್ಕ ಗ್ಯಾಸ್ ಲೆಕ್ಕಾಚಾರ. ತಿಂಗಳ ಪೂರ್ತಿ ಒಂದು ದಿನ ತಿಂಗಳ (312, 709, 457, 832)
bullet-square-icon (10, 629, 16, 635)
byline (10, 873, 146, 883)
headline-part: ಬಗ್ಗೆ (8, 1035, 44, 1061)
feature-paragraph: ಮಾನ್ಯ ಶಿಕ್ಷಣ ಸಚಿವರು, (324, 189, 388, 200)
dateline: ಕೊಪ್ಪಳ: (10, 453, 34, 464)
article-text: ಹಣ ಅಕ್ರಮ ವರ್ಗಾವಣೆ ತಡೆ ಕಾಯ್ದೆಯಡಿ (ಪಿಎಂಎಲ್‌ಎ) ತನಿಖೆ ನಡೆಯುತ್ತಿರುವ ಈ ಪ್ರಕರಣದಲ್ಲಿ, ಜೂನ್ 10ರಂದು ವಿಚಾರಣೆಗೆ ಹಾಜರಾಗುವಂತೆ ಈ ಹಿಂದೆ ಸಮನ್ಸ್ ನೀಡಲಾಗಿತ್ತು. ಜೂನ್ 9ರಂದು ಜ್ವರದ ಲಕ್ಷಣಗಳು ಕಾಣಿಸಿಕೊಂಡಿದ್ದರಿಂದ ವಾದ್ರಾ ವಿಚಾರಣೆಗೆ ಹಾಜರಾಗಿರಲಿಲ್ಲ. ಪಿಎಂಎಲ್‌ಎ ಕಾಯ್ದೆಯಡಿ ಹೇಳಿಕೆ ದಾಖಲಿಸಿಕೊಳ್ಳಲು ಇ.ಡಿ ವಾದ್ರಾಗೆ ಮತ್ತೆ ಸಮನ್ಸ್ ಜಾರಿಗೊಳಿಸಿತ್ತು. (156, 869, 292, 979)
anganwadi-meeting-photo (198, 1070, 555, 1232)
feature-paragraph: ಖಾಸಗಿ ಶಾಲೆಗಳಲ್ಲಿ ಇರುವಂತೆ ರಾಜ್ಯದ ಎಲ್ಲಾ ಸರ್ಕಾರಿ ಶಾಲೆಗಳಲ್ಲಿಯೂ ನರ್ಸರಿ ಟೀಚ್ ಪ್ರೆಸ್ ಹಾಗೂ ಶಾಲೆಗಳಿಗೆ ಸ್ವಚ್ಛತಾ ಸಿಬ್ಬಂದಿ ಸರ್ಕಾರ ಕ್ರಮಕೈಗೊಂಡಿದೆ. ಆದರೆ ಇದರ ಜೊತೆ FA, SA ಕೂಡಾ ಕಟ್ಟ ಕಟ್ಟಬೇಕೆ? ಅವುಗಳಲ್ಲಿ ಮಾಡುವ ಮತ್ತು ಎಲ್ಲವನ್ನೂ STS ನಲ್ಲಿ upload ಮಾಡುವುದು ಶಿಕ್ಷಕರ ಕಾರ್ಯಭಾರ ಜಾಸ್ತಿಯಾಗಿದೆ. ಗ್ರಾಮೀಣ ಶಾಲೆಗಳಲ್ಲಿ 90% ಶಾಲೆಗಳಲ್ಲಿ ಸರಿಯಾಗಿ ನೆಟ್ವರ್ಕ್ ಇಲ್ಲ. ಶಿಕ್ಷಕರು ತಮ್ಮ ಮೊಬೈಲ್ ಬಳಸಿ ಕಂಪ್ಯೂಟರ್ ಆಪ್ಟ್ ಕೆಲಸ ಮಾಡುತ್ತಿದ್ದಾರೆ. ನೆಟ್ವರ್ಕ್ ಸಂಬಂಧಿ ಸಿಗದೆ ಆಫ್ಲೈನ್ ನಲ್ಲಿ ಇರುವ ಪಾಡು ಅವರದ್ದಾಗಿದೆ. ಪಾಠ (619, 785, 765, 920)
story-population-awareness (8, 1000, 563, 1399)
headline-line-1: ಬಹುಭಾಷಾ ನಟ ಕೋಟ ಶ್ರೀನಿವಾಸರಾವ್ (26, 69, 276, 93)
byline (10, 628, 110, 638)
headline (8, 1000, 555, 1064)
article-text: ಮಕ್ಕಳಿಗೆ ಈ ಮಾಲಿನ್ಯಯುತ ಪರಿಸರದಲ್ಲಿ ಆರೋಗ್ಯಕರ ಬೆಳವಣಿಗೆ ಕಷ್ಟವಾಗುತ್ತಿದೆ. ಎಲ್ಲಾ ವರ್ಗದ ಜನರಿಗೂ ಉದ್ಯೋಗ ಸಮಸ್ಯೆ, ಶಿಕ್ಷಣ ಸಮಸ್ಯೆ ಆಹಾರ ಸಮಸ್ಯೆ ಜೀವನಕ್ಕೆ ಬೇಕಾದ ಅವಶ್ಯಕತೆಗಳನ್ನು ಪೂರೈಸಿಕೊಳ್ಳಲು ಕಷ್ಟ ಪಡಬೇಕಾಗುತ್ತಿದೆ ಇವೆಲ್ಲಕ್ಕೂ ಮೂಲ ಕಾರಣ ಅನಿಯಂತ್ರಿತ ಜನಸಂಖ್ಯೆ ಏರಿಕೆ. ಆದ್ದರಿಂದ ಸರ್ಕಾರ ಹಾಗೂ ಆರೋಗ್ಯ ಇಲಾಖೆ ನಿಯಮಾನುಸಾರ ಆರೋಗ್ಯಕರ ಸುಖೀ ಕುಟುಂಬಕ್ಕೆ ನಾವು ನೀವೆಲ್ಲಾ ಜನಸಂಖ್ಯೆ ನಿಯಂತ್ರಣಕ್ಕೆ ಕೈಜೋಡಿಸಬೇಕಾಗಿದೆ. ದಂಪತಿಗಳು ಯೋಜನೆಮಾಡಿ ತಮಗೆ ಜನಿಸುವ ಮಗು ಗಂಡಾಗಲಿ, ಹೆಣ್ಣಾಗಲಿ ಒಂದು ಮಗುವನ್ನು ಹೊಂದುವುದು ಅಥವಾ ಎರಡು ಮಗು ಪಡೆದು ಸಂತಾನಹರಣ ಶಸ್ತ್ರಚಿಕಿತ್ಸೆ ಮಾಡಿಸಿಕೊಳ್ಳಲು (8, 1239, 184, 1374)
feature-paragraph: FA 1,2,3,4, SA 1,2 ಬದಲಾಗಿ( LBA) ಪಾಠ ಆಧಾರಿತ ಮೌಲ್ಯಾಂಕನ ಪದ್ಧತಿ ಜಾರಿ 2025–26 ಪ್ರಸಕ್ತ ಶೈಕ್ಷಣಿಕ ವರ್ಷದಿಂದ ಜಾರಿಗೆ ಬರಲಿದೆ. ಶಿಕ್ಷಕರ ಸಂಖ್ಯೆ ಕಡಿಮೆ ಇದ್ದ ಶಾಲೆಯಲ್ಲಿ ಒಬ್ಬೊಬ್ಬರು 8period ನಲ್ಲಿ 10–12 ವಿಷಯಗಳನ್ನು ಬೋಧಿಸುತ್ತಾ ಪಾಠ ಮಾಡಲು ಸಮಯ ಸಾಲದಾಗಿರುವಾಗ ಪ್ರತಿ ಪಾಠಕ್ಕು 30 ಅಂಕಗಳ ಪರೀಕ್ಷೆ ಮಾಡುವುದರಲ್ಲೇ ಸಮಯ ಹೋಗುತ್ತದೆ ಮತ್ತು ಅದನ್ನು ತಿದ್ದಲು ಸಮಯಬೇಕು ಪಠ್ಯದ ಎಲ್ಲಾ ವಿಷಯಗಳನ್ನು ಬೋಧಿಸಿ ಮುಗಿಸಲು ಸಮಯಾವಕಾಶ ಇಲ್ಲದೇ ಸಿಲೆಬಸ್ ಕವರ್ ಮಾಡುವುದು ಯಾವಾಗ? (619, 645, 765, 781)
headline-line-2 (8, 1032, 555, 1064)
article-text: ಬೆಂಗಳೂರಿನಲ್ಲಿ ಇತ್ತೀಚೆಗೆ ಕೊಪ್ಪಳ ತಾಲೂಕಿನ ಹೊಸ ಬಂಡಿಹರ್ಲಾಪುರ ಗ್ರಾಮದ ಅರುಣ ಶಿಳ್ಳಿಕ್ಯಾತರ ಎಂಬ ಬಾಲಕಿ ಮೇಲೆ (10, 641, 110, 690)
pencil-cup-icon (586, 204, 618, 264)
article-text: ಟಿ, ಸಿ ಸಿ, ಬಳಕೆ ಬಗ್ಗೆ ಮಾಹಿತಿ ನೀಡಿದರು ಇವುಗಳ ಅನುಸರಣೆಯಿಂದ ದಂಪತಿಗಳಿಗೆ ಆಗುವ ಸಮಾಜಿಕ್ಕೆ ಅನುಕೂಲಗಳ ಬಗ್ಗೆ ತಿಳಿಸಿದರು. ಮೊದಲ ಮಗು ಜನಿಸಿದ ಮೂರು ಅಥವಾ ನಾಲ್ಕು ವರ್ಷದನಂತರ ಇನ್ನೊಂದು ಮಗು ಪಡೆಯುವುದರಿಂದ ತಾಯಿಮರಣ, ಶಿಶು ಮರಣ ತಪ್ಪಿಸಬಹುದು ಇದರಿಂದ ತಾಯಿ ಮತ್ತು ಮಗುವಿನ ಆರೋಗ್ಯ ಕಾಳಜಿಗೆ ಸಹಕಾರಿ, ಪೌಷ್ಟಿಕ ಆರೋಗ್ಯವಂತ ಮಗು ಹೊಂದಲು ಸಹಕಾರಿಯಾಗುತ್ತದೆ ಎಂದು ಮಾಹಿತಿ ನೀಡಿದರು. ಈ ಸಂದರ್ಭದಲ್ಲಿ ಗ್ರಾಮದ ಹಿರಿಯರಾದ ಶರಣಪ್ಪ ಹಿರೇಗೌಡ್ರು, ರಾಮಣ್ಣ, ಶಿವಶರಣಪ್ಪ ಕೆ., ಹನುಮಂತಪ್ಪ, ತಾಯಂದಿರಾದ ಶಾರದಮ್ಮ, ಶಾಂತಮ್ಮ, ಪಾರ್ವತಮ್ಮ, ಭಾಗಮ್ಮ ಅಂಗನವಾಡಿ ಕಾರ್ಯಕರ್ತೆಯರಾದ ಶರಣಮ್ಮ, ವಿಜಯಲಕ್ಷ್ಮಿ, ಭಾಗ್ಯಶ್ರೀ ಆಶಾ ಕಾರ್ಯಕರ್ತೆಯರಾದ ವಿಜಯಲಕ್ಷ್ಮಿ, ತುಳಸಿ, ಗಿರಿಜಾ ಇನ್ನಿತರರು ಹಾಜರಿದ್ದರು. (379, 1239, 556, 1399)
feature-paragraph: (ಇವರಿಗೆ ದಯವಿಟ್ಟು ತಲುಪಿಸಿ) (324, 248, 409, 259)
byline-text: ಬದಲಾವಣೆ ಸುದ್ದಿ (20, 439, 71, 450)
feature-title: ಸಮಸ್ಯೆಗಳು-ಸಲಹೆಗಳು-ಮನವಿ (312, 69, 932, 127)
byline (573, 1230, 747, 1240)
headline-line-2: ನಿಧನಕ್ಕೆ ಭಾರದ್ವಾಜ್ ಸಂತಾಪ (61, 97, 241, 121)
article-text: ಗಂಗಾವತಿ ಬಿ.ಪ್ರಾಣೇಶ ಅವರು ಬಿಡುಗಡೆಗೊಳಿಸಿದರು. ಮುಖ್ಯ ಅತಿಥಿಗಳಾಗಿ ನಿಕಟಪೂರ್ವ ಕ.ರಾ.ಪ್ರಾ.ಶಾ.ಶಿ.ಸಂಘದ.ರಾಜ್ಯಾಧ್ಯಕ್ಷ ಶಂಭುಲಿಂಗನಗೌಡ ಪಾಟೀಲ ಹಲಿಗೇರಿ ಅವರು ಹಾಗು ಸಾಹಿತ್ಯ ಪರಿಷತ್ ಅಧ್ಯಕ್ಷರಾದ ಶರಣೇಗೌಡ ಪಾಟೀಲ ಹಾಗೂ ಸರ್ಕಾರಿ ನೌಕರರ ಸಂಘದ ಕಾರ್ಯ ದ್ಯಕ್ಷರಾದ ಶರಣಪ್ಪ ಹಕ್ಕಂಡಿ ಅವರು ಹಾಗು ಸಾಹಿತಿಗಳು ಹಾಗು ಸರ್ಕಾರಿ ನೌಕರರು ಹಲವಾರು ಗಣ್ಯರು ಉಪಸ್ಥಿತರಿದ್ದರು. (156, 436, 292, 546)
feature-paragraph: ಇದು ಸಮಸ್ಯೆಗಳ ಕೆಲವು ಅಂಶಗಳು ಮಾತ್ರ. ಇದನ್ನು ಮೀರಿ ಇಲ್ಲಿ ದಾಖಲಿಸಲಾಗದ ಇನ್ನೂ ಕೆಲವರ ಅನುಭವಕ್ಕೆ ಬಂದಿರುವ ಕೆಲವು ಸಮಸ್ಯೆಗಳು ಇದೆ. ಅವುಗಳನ್ನು ಸಹ ಅಧ್ಯಯನ ತಂಡ ಪರಿಶೀಲಿಸಿ ಪರಿಹಾರ ಕಂಡುಕೊಳ್ಳುವ ಪ್ರಯತ್ನ ಮಾಡಬೇಕು.... (773, 697, 918, 758)
bottom-section (8, 994, 938, 1462)
headline (10, 564, 292, 620)
article-text: ಮತ್ತೋರ್ವ ನಿರ್ದೇಶಕರಾದ ಪರಮೇಶ್ವರಪ್ಪ ವಿ.ಬಿ. ಮಾತನಾಡಿ ಕಾರಟಗಿ ನಗರವು ಅತ್ಯಂತ ವೇಗವಾಗಿ ಬೆಳೆಯುತ್ತಿದ್ದು ಬಹು ಸಂಖ್ಯಾತ ಮಧ್ಯಮ ವರ್ಗದ ವ್ಯಾಪಾರಸ್ಥರಿಗೆ ನಾವು ಕಡಿಮೆ ಬಡ್ಡಿ ದರದಲ್ಲಿ ಆರ್ಥಿಕ ಉತ್ತೇಜನ ನೀಡುತ್ತಿದ್ದೇವೆ ಇದಕ್ಕೆ ಅನುಗುಣವಾಗಿ ಉತ್ತಮ ಒಡನಾಟ ವ್ಯಾಪಾರಸ್ಥರು ಕೂಡ ನಮಗೆ ಸಕ್ರಿಯವಾಗಿ ಬೆಂಬಲವನ್ನು ನೀಡುತ್ತಿದ್ದಾರೆ ನಮ್ಮ ಉತ್ತಮ ಮುದ್ರಾ ಸೇವೆಯನ್ನು ಇಷ್ಟರವರೆಗೆ ವಿಶೇಷ ರೀತಿಯಲ್ಲಿ ಅನುಗುಣವಾಗಿ ಬಡ್ಡಿಯನ್ನು ನೀಡುತ್ತಿದ್ದೇವೆ ಗ್ರಾಹಕರ ಸೌಲಭ್ಯಕ್ಕೆ ನಮ್ಮ ಸಹಕಾರಿಯ ಪಾತ್ರ ಅತ್ಯಂತ ಸೌಹಾರ್ದತ ಸೇವೆಯಿಂದ ಒಡನಾಟವನ್ನು ಹೊಂದುತ್ತಿದ್ದೇವೆ. ಎಂದು ತಿಳಿಸಿದರು. ಇದೇ ಸಂದರ್ಭದಲ್ಲಿ ಸಹಕಾರಿಯ ಉಪಾಧ್ಯಕ್ಷ ಶ್ರೀ ಟೀ ಅಯ್ಯಪ್ಪನವರು. ಮತ್ತು ನಿರ್ದೇಶಕ ಡಾ ವೀರೇಶ್ ಅಂಗಡಿ, ಗೋರೆಬಾಳ್ ಪರಮೇಶ್ವರಪ್ಪ, ವಿ.ಬಿ. ವಿನಯ್ ಕುಮಾರ್ ಬಡಿಗೇರ್, ಆವರು ಶೇಖರಪ್ಪ ತಾಳಿಕೋಟಿ. ಮಹೇಶ್ ತಿಡಿಗೋಳ ದೇವರಾಜ್. ವೀರೇಶ್ ಕುಮಾರ್ ಬಡಿಗೇರ್. ಮುಖ್ಯ ಕಾರ್ಯ ನಿರ್ವಾಹಕ ಅಧಿಕಾರಿ. ಟಿ.ವೀರೇಶ್ ಕುಮಾರ್. ವೀರೇಂದ್ರ ಬಡಿಗೇರ್. ನಗದು ಗುಮಾಸ್ತರಾದ ವೀರೇಶ್ ಕೋಟ್ಯಾಳ್. ಮನೋಜ್ ಕುಮಾರ್ ಎಸಿ ವೀರಭದ್ರಯ್ಯ ಕೆನ್ನೂರ್ ವೀರಭದ್ರ ಇತರರು ಉಪಸ್ಥಿತರಿದ್ದರು. (756, 1227, 930, 1449)
feature-paragraph: ವಿದ್ಯಾರ್ಥಿಗಳಲ್ಲಿ ಕಲಿಕೆ, ಗ್ರಹಿಕೆ ಮಟ್ಟವನ್ನು ಹೆಚ್ಚಳ ಮಾಡುವ ಉದ್ದೇಶದಿಂದ ಎಫ್ ಎ ಮತ್ತು ಎಸ್ ಎ ಜಾರಿಗೆ ತರಲಾಗಿದೆ. ಒಂದು ವರ್ಷದಲ್ಲಿ ಎಫ್‌ಎ – 4 , ಎಸ್‌ಎ – 2 ನಡೆಸಲಾಗುತ್ತಿತ್ತು, ಈಗ ಪಾಠ ಆಧಾರಿತ ಮೌಲ್ಯಾಂಕನ ಹೆಸರಲ್ಲಿ ಹಳೆ ಪದ್ಧತಿಯನ್ನು ಶಿಕ್ಷಣ ಇಲಾಖೆ ಮತ್ತೆ ಅನುಷ್ಠಾನಗೊಳಿಸುತ್ತಿದೆ ಎನ್ನುವ ಆರೋಪ ಶಿಕ್ಷಕರ ಕಡೆ ಕೇಳಿ ಬಂದಿದೆ. (773, 456, 918, 541)
feature-column-1 (312, 133, 457, 836)
feature-column-4 (773, 133, 918, 779)
feature-paragraph: ಒಂದು ವೇಳೆ 1 ರಿಂದ 7 ತರಗತಿಗಳನ್ನು, ಅಲ್ಲಿ 2 ಶಿಕ್ಷಕರು, 2 (465, 844, 611, 867)
